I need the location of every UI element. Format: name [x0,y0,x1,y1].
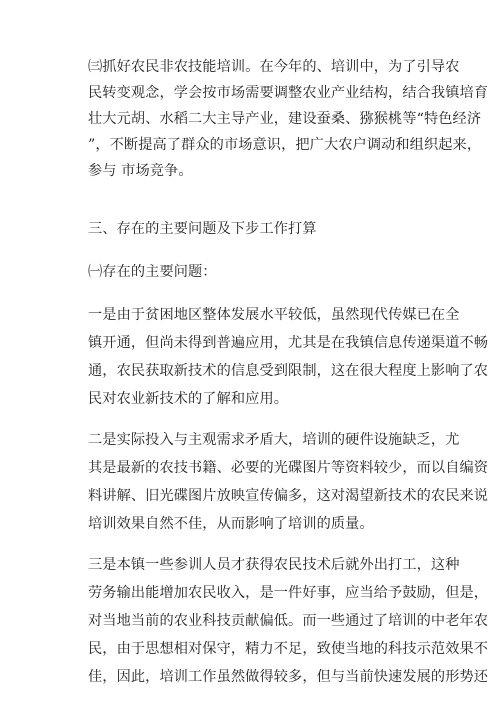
text-line: 培训效果自然不佳，从而影响了培训的质量。 [88,516,374,532]
text-line: 二是实际投入与主观需求矛盾大，培训的硬件设施缺乏，尤 [88,432,460,448]
heading-text: 三、存在的主要问题及下步工作打算 [88,221,317,237]
text-line: 镇开通，但尚未得到普遍应用，尤其是在我镇信息传递渠道不畅 [88,335,489,351]
text-line: 民，由于思想相对保守，精力不足，致使当地的科技示范效果不 [88,641,489,657]
text-line: 一是由于贫困地区整体发展水平较低，虽然现代传媒已在全 [88,307,460,323]
text-line: 通，农民获取新技术的信息受到限制，这在很大程度上影响了农 [88,363,489,379]
text-line: 对当地当前的农业科技贡献偏低。而一些通过了培训的中老年农 [88,613,489,629]
text-line: ㈢抓好农民非农技能培训。在今年的、培训中，为了引导农 [88,59,460,75]
text-line: 民转变观念，学会按市场需要调整农业产业结构，结合我镇培育 [88,85,489,101]
text-line: 料讲解、旧光碟图片放映宣传偏多，这对渴望新技术的农民来说 [88,488,489,504]
text-line: 参与 市场竞争。 [88,163,193,179]
text-line: 民对农业新技术的了解和应用。 [88,391,289,407]
text-line: 其是最新的农技书籍、必要的光碟图片等资料较少，而以自编资 [88,460,489,476]
text-line: 佳，因此，培训工作虽然做得较多，但与当前快速发展的形势还 [88,669,489,685]
text-line: 三是本镇一些参训人员才获得农民技术后就外出打工，这种 [88,557,460,573]
text-line: ”，不断提高了群众的市场意识，把广大农户调动和组织起来， [88,137,482,153]
subheading-text: ㈠存在的主要问题： [88,264,217,280]
text-line: 壮大元胡、水稻二大主导产业，建设蚕桑、猕猴桃等“特色经济 [88,111,482,127]
text-line: 劳务输出能增加农民收入，是一件好事，应当给予鼓励，但是， [88,585,489,601]
